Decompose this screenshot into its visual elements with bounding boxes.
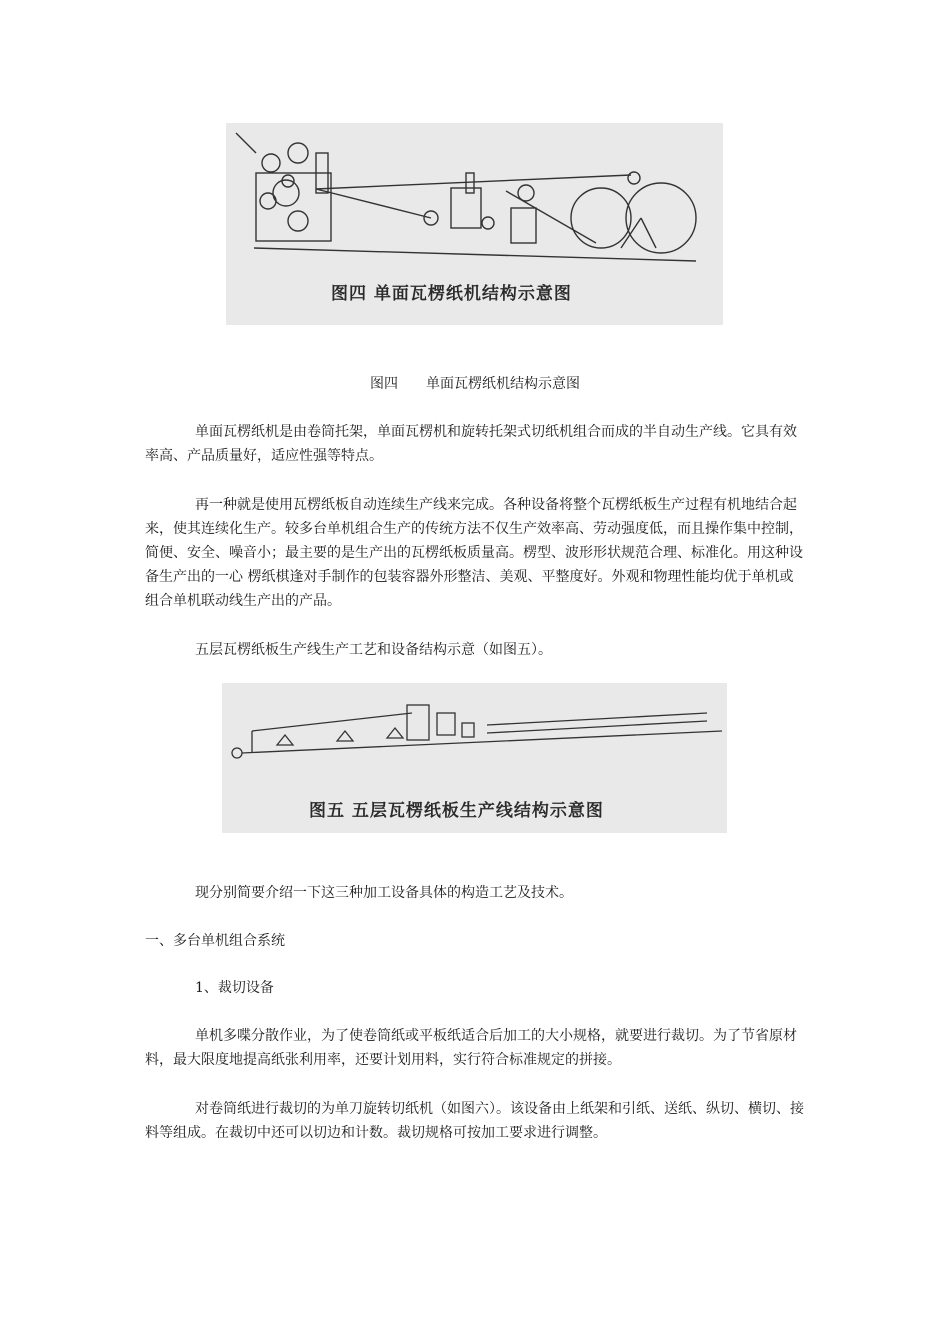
paragraph-2: 再一种就是使用瓦楞纸板自动连续生产线来完成。各种设备将整个瓦楞纸板生产过程有机地结合起来，使其连续化生产。较多台单机组合生产的传统方法不仅生产效率高、劳动强度低，而且操作集中控制，简便、安全、噪音小；最主要的是生产出的瓦楞纸板质量高。楞型、波形形状规范合理、标准化。用这种设备生产出的一心 楞纸棋逢对手制作的包装容器外形整洁、美观、平整度好。外观和物理性能均优于单机或组合单机联动线生产出的产品。 [145, 497, 803, 609]
figure-5-image [222, 683, 727, 833]
section-heading-1-1: 1、裁切设备 [195, 980, 274, 996]
paragraph-6: 对卷筒纸进行裁切的为单刀旋转切纸机（如图六）。该设备由上纸架和引纸、送纸、纵切、横切、接料等组成。在裁切中还可以切边和计数。裁切规格可按加工要求进行调整。 [145, 1101, 804, 1141]
figure-5-label: 图五 五层瓦楞纸板生产线结构示意图 [309, 801, 604, 821]
paragraph-5: 单机多喋分散作业，为了使卷筒纸或平板纸适合后加工的大小规格，就要进行裁切。为了节省原材料，最大限度地提高纸张利用率，还要计划用料，实行符合标准规定的拼接。 [145, 1028, 797, 1068]
figure-4-label: 图四 单面瓦楞纸机结构示意图 [331, 284, 572, 304]
figure-4-caption: 图四 单面瓦楞纸机结构示意图 [370, 376, 580, 392]
paragraph-3: 五层瓦楞纸板生产线生产工艺和设备结构示意（如图五）。 [195, 642, 552, 658]
paragraph-1: 单面瓦楞纸机是由卷筒托架，单面瓦楞机和旋转托架式切纸机组合而成的半自动生产线。它具有效率高、产品质量好，适应性强等特点。 [145, 424, 797, 464]
section-heading-1: 一、多台单机组合系统 [145, 933, 285, 949]
figure-4-image [226, 123, 723, 325]
paragraph-4: 现分别简要介绍一下这三种加工设备具体的构造工艺及技术。 [195, 885, 573, 901]
